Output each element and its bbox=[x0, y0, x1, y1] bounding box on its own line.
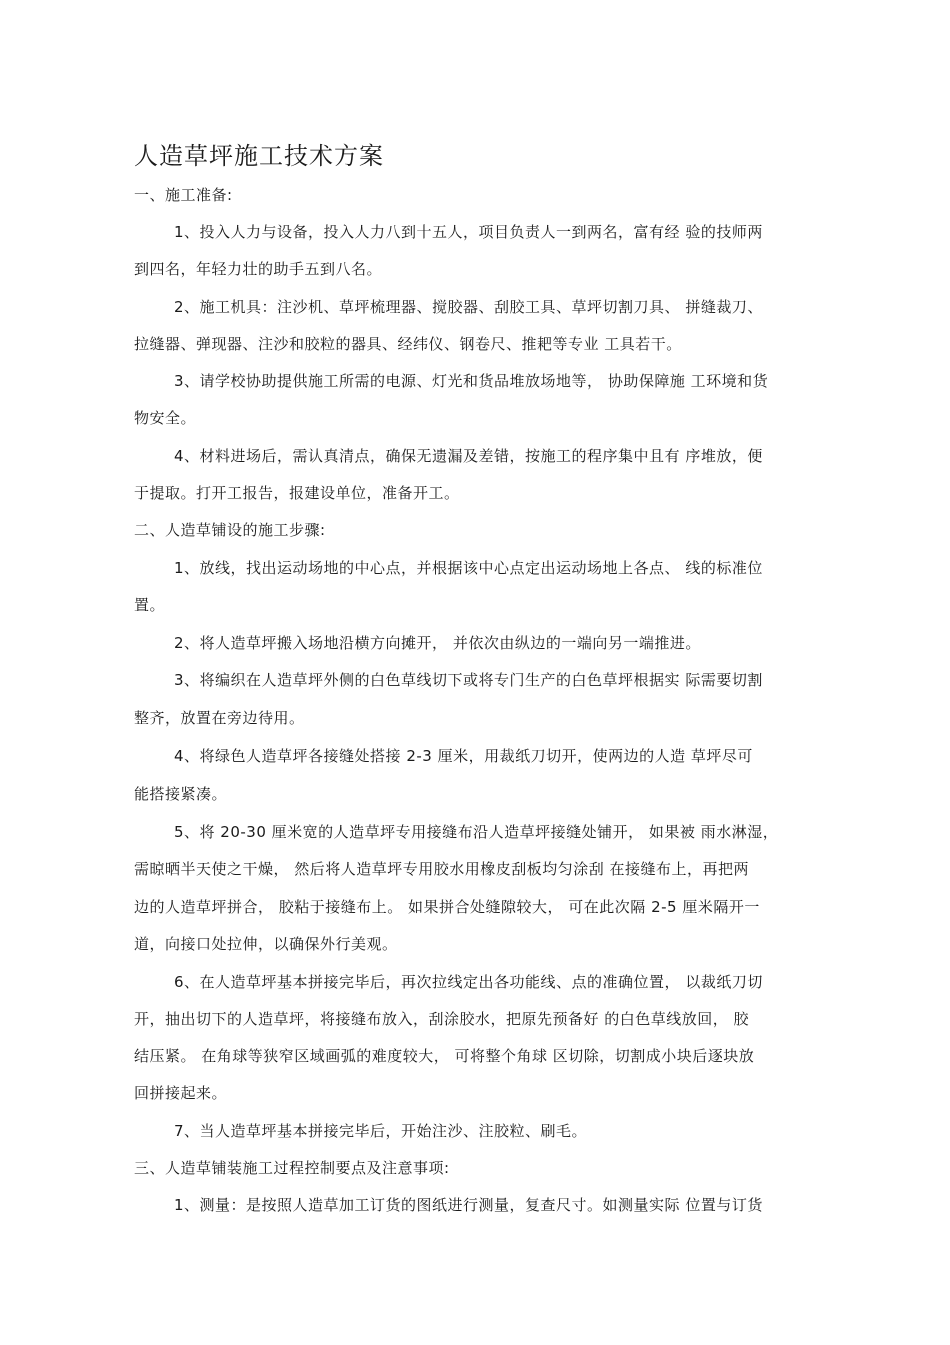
paragraph-line: 整齐，放置在旁边待用。 bbox=[134, 709, 305, 727]
paragraph-line: 3、请学校协助提供施工所需的电源、灯光和货品堆放场地等， 协助保障施 工环境和货 bbox=[174, 372, 769, 390]
paragraph-line: 结压紧。 在角球等狭窄区域画弧的难度较大， 可将整个角球 区切除，切割成小块后逐块放 bbox=[134, 1047, 755, 1065]
paragraph-line: 物安全。 bbox=[134, 409, 197, 427]
document-title: 人造草坪施工技术方案 bbox=[134, 142, 384, 170]
paragraph-line: 开，抽出切下的人造草坪，将接缝布放入，刮涂胶水，把原先预备好 的白色草线放回， 胶 bbox=[134, 1010, 750, 1028]
paragraph-line: 7、当人造草坪基本拼接完毕后，开始注沙、注胶粒、刷毛。 bbox=[174, 1122, 588, 1140]
paragraph-line: 边的人造草坪拼合， 胶粘于接缝布上。 如果拼合处缝隙较大， 可在此次隔 2-5 厘米隔开一 bbox=[134, 898, 760, 916]
paragraph-line: 3、将编织在人造草坪外侧的白色草线切下或将专门生产的白色草坪根据实 际需要切割 bbox=[174, 671, 763, 689]
paragraph-line: 1、投入人力与设备，投入人力八到十五人，项目负责人一到两名，富有经 验的技师两 bbox=[174, 223, 763, 241]
paragraph-line: 2、施工机具：注沙机、草坪梳理器、搅胶器、刮胶工具、草坪切割刀具、 拼缝裁刀、 bbox=[174, 298, 763, 316]
paragraph-line: 5、将 20-30 厘米宽的人造草坪专用接缝布沿人造草坪接缝处铺开， 如果被 雨水淋湿， bbox=[174, 823, 779, 841]
paragraph-line: 道，向接口处拉伸，以确保外行美观。 bbox=[134, 935, 398, 953]
section-heading: 一、施工准备: bbox=[134, 186, 233, 204]
paragraph-line: 回拼接起来。 bbox=[134, 1084, 228, 1102]
paragraph-line: 1、测量：是按照人造草加工订货的图纸进行测量，复查尺寸。如测量实际 位置与订货 bbox=[174, 1196, 763, 1214]
paragraph-line: 4、将绿色人造草坪各接缝处搭接 2-3 厘米，用裁纸刀切开，使两边的人造 草坪尽可 bbox=[174, 747, 753, 765]
paragraph-line: 4、材料进场后，需认真清点，确保无遗漏及差错，按施工的程序集中且有 序堆放，便 bbox=[174, 447, 763, 465]
paragraph-line: 置。 bbox=[134, 596, 166, 614]
paragraph-line: 到四名，年轻力壮的助手五到八名。 bbox=[134, 260, 383, 278]
paragraph-line: 1、放线，找出运动场地的中心点，并根据该中心点定出运动场地上各点、 线的标准位 bbox=[174, 559, 763, 577]
paragraph-line: 需晾晒半天使之干燥， 然后将人造草坪专用胶水用橡皮刮板均匀涂刮 在接缝布上，再把两 bbox=[134, 860, 750, 878]
paragraph-line: 6、在人造草坪基本拼接完毕后，再次拉线定出各功能线、点的准确位置， 以裁纸刀切 bbox=[174, 973, 763, 991]
paragraph-line: 于提取。打开工报告，报建设单位，准备开工。 bbox=[134, 484, 460, 502]
section-heading: 二、人造草铺设的施工步骤: bbox=[134, 521, 326, 539]
paragraph-line: 能搭接紧凑。 bbox=[134, 785, 228, 803]
section-heading: 三、人造草铺装施工过程控制要点及注意事项: bbox=[134, 1159, 450, 1177]
paragraph-line: 2、将人造草坪搬入场地沿横方向摊开， 并依次由纵边的一端向另一端推进。 bbox=[174, 634, 701, 652]
paragraph-line: 拉缝器、弹现器、注沙和胶粒的器具、经纬仪、钢卷尺、推耙等专业 工具若干。 bbox=[134, 335, 682, 353]
